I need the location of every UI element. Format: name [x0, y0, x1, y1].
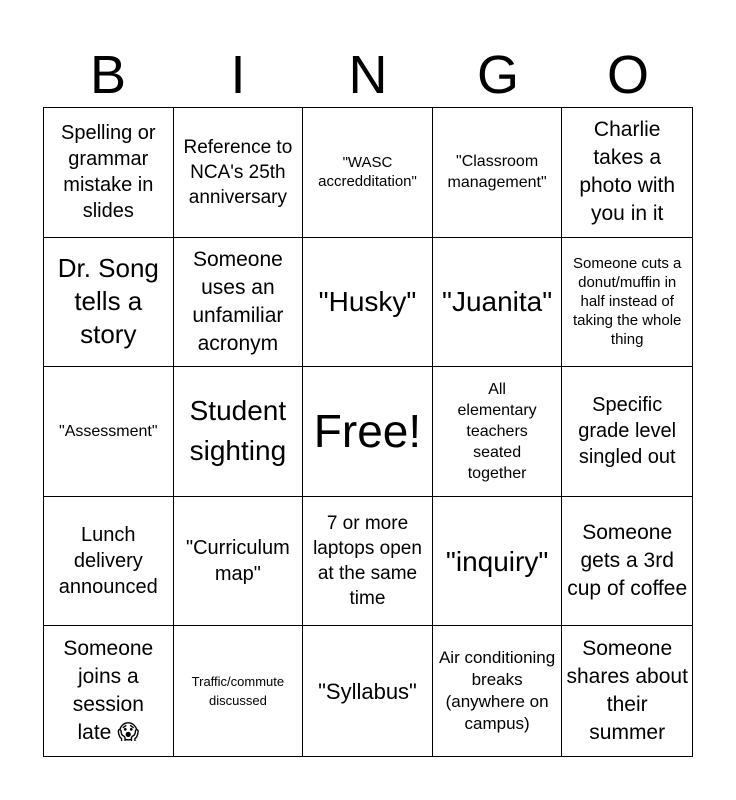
- bingo-cell[interactable]: [44, 108, 174, 238]
- bingo-cell[interactable]: [562, 626, 692, 756]
- cell-text: Someone uses an unfamiliar acronym: [192, 247, 284, 355]
- cell-text: "WASC accredditation": [318, 154, 417, 191]
- bingo-board: [43, 107, 693, 757]
- free-space-text: Free!: [313, 405, 422, 458]
- cell-text: 7 or more laptops open at the same time: [313, 513, 422, 610]
- cell-text: "inquiry": [445, 545, 549, 577]
- cell-text: "Juanita": [442, 286, 553, 318]
- header-letter-i: I: [230, 45, 246, 105]
- bingo-cell[interactable]: [433, 626, 563, 756]
- bingo-cell[interactable]: [303, 108, 433, 238]
- bingo-cell[interactable]: [44, 497, 174, 627]
- bingo-cell[interactable]: [174, 367, 304, 497]
- cell-text: Reference to NCA's 25th anniversary: [183, 136, 293, 208]
- bingo-cell[interactable]: [44, 626, 174, 756]
- bingo-cell[interactable]: [174, 238, 304, 368]
- cell-text: All elementary teachers seated together: [457, 380, 537, 482]
- cell-text: "Classroom management": [447, 153, 547, 192]
- header-letter-g: G: [476, 45, 519, 105]
- cell-text: "Curriculum map": [186, 537, 290, 586]
- cell-text: Someone joins a session late 😱: [63, 637, 154, 745]
- bingo-cell[interactable]: [303, 626, 433, 756]
- bingo-cell[interactable]: [174, 626, 304, 756]
- bingo-cell[interactable]: [562, 497, 692, 627]
- cell-text: "Syllabus": [318, 678, 417, 704]
- cell-text: Air conditioning breaks (anywhere on campus): [438, 648, 556, 734]
- bingo-cell[interactable]: [433, 367, 563, 497]
- cell-text: Someone gets a 3rd cup of coffee: [567, 521, 688, 601]
- bingo-cell[interactable]: [433, 238, 563, 368]
- cell-text: Lunch delivery announced: [58, 524, 158, 599]
- bingo-header: [43, 42, 693, 108]
- header-letter-o: O: [606, 45, 649, 105]
- cell-text: "Husky": [318, 286, 417, 318]
- cell-text: Someone cuts a donut/muffin in half instead of taking the whole thing: [572, 255, 682, 349]
- bingo-cell[interactable]: [174, 108, 304, 238]
- cell-text: Charlie takes a photo with you in it: [579, 118, 676, 226]
- bingo-cell[interactable]: [174, 497, 304, 627]
- bingo-cell[interactable]: [562, 238, 692, 368]
- bingo-free-space[interactable]: [303, 367, 433, 497]
- cell-text: Someone shares about their summer: [566, 637, 688, 745]
- bingo-cell[interactable]: [44, 367, 174, 497]
- header-letter-n: N: [348, 45, 388, 105]
- bingo-cell[interactable]: [562, 108, 692, 238]
- cell-text: Dr. Song tells a story: [57, 253, 159, 350]
- bingo-cell[interactable]: [44, 238, 174, 368]
- cell-text: Spelling or grammar mistake in slides: [61, 122, 156, 223]
- bingo-cell[interactable]: [433, 497, 563, 627]
- cell-text: Student sighting: [189, 395, 287, 467]
- bingo-cell[interactable]: [433, 108, 563, 238]
- bingo-cell[interactable]: [562, 367, 692, 497]
- bingo-cell[interactable]: [303, 238, 433, 368]
- cell-text: Traffic/commute discussed: [191, 674, 285, 709]
- cell-text: Specific grade level singled out: [578, 394, 677, 469]
- bingo-cell[interactable]: [303, 497, 433, 627]
- header-letter-b: B: [89, 45, 127, 105]
- cell-text: "Assessment": [59, 422, 158, 440]
